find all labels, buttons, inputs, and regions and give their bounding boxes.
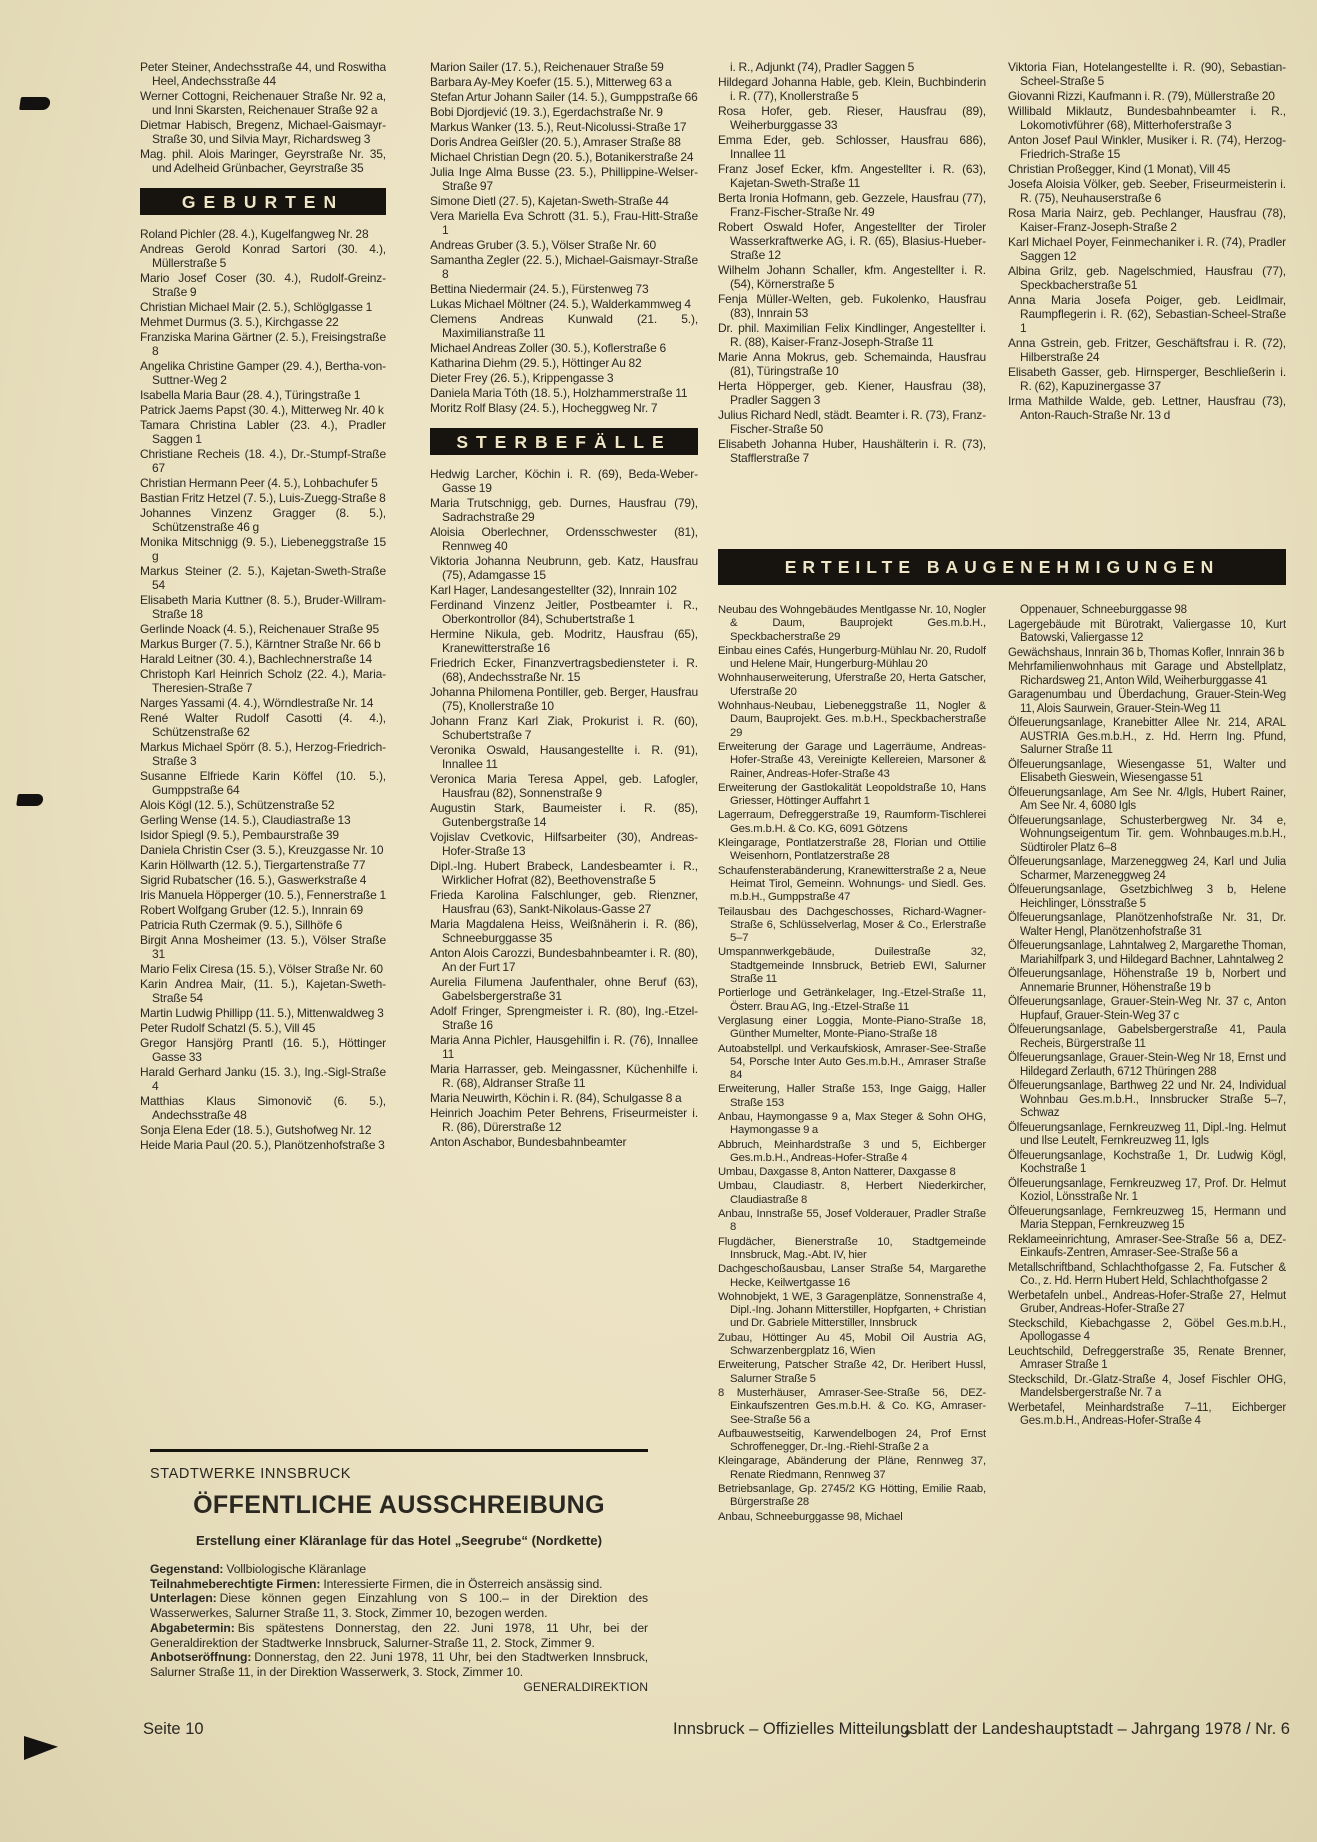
permit-entry: Portierloge und Getränkelager, Ing.-Etzel-Straße 11, Österr. Brau AG, Ing.-Etzel-Straße 11 <box>718 987 986 1013</box>
birth-entry: Clemens Andreas Kunwald (21. 5.), Maximilianstraße 11 <box>430 312 698 340</box>
birth-entry: Patrick Jaems Papst (30. 4.), Mitterweg Nr. 40 k <box>140 403 384 417</box>
tender-item <box>150 1562 648 1577</box>
permit-entry-continued: Oppenauer, Schneeburggasse 98 <box>1020 604 1187 616</box>
birth-entry: Roland Pichler (28. 4.), Kugelfangweg Nr. 28 <box>140 227 369 241</box>
birth-entry: Julia Inge Alma Busse (23. 5.), Phillippine-Welser-Straße 97 <box>430 165 698 193</box>
death-entry: Veronica Maria Teresa Appel, geb. Lafogler, Hausfrau (82), Sonnenstraße 9 <box>430 772 698 800</box>
birth-entry: Gerling Wense (14. 5.), Claudiastraße 13 <box>140 813 351 827</box>
death-entry: Emma Eder, geb. Schlosser, Hausfrau 686), Innallee 11 <box>718 133 986 161</box>
birth-entry: Sigrid Rubatscher (16. 5.), Gaswerkstraße 4 <box>140 873 367 887</box>
death-entry-continued: i. R., Adjunkt (74), Pradler Saggen 5 <box>730 60 915 74</box>
birth-entry: Christian Hermann Peer (4. 5.), Lohbachufer 5 <box>140 476 378 490</box>
death-entry: Viktoria Fian, Hotelangestellte i. R. (90), Sebastian-Scheel-Straße 5 <box>1008 60 1286 88</box>
tender-item-label: Gegenstand: <box>150 1562 224 1576</box>
section-header-sterbefaelle: STERBEFÄLLE <box>430 428 698 455</box>
permits-list-col3 <box>718 604 986 1524</box>
birth-entry: Karin Höllwarth (12. 5.), Tiergartenstraße 77 <box>140 858 366 872</box>
permit-entry: Wohnhaus-Neubau, Liebeneggstraße 11, Nogler & Daum, Bauprojekt. Ges. m.b.H., Speckbacherstraße 29 <box>718 700 986 739</box>
permit-entry: Anbau, Schneeburggasse 98, Michael <box>718 1510 903 1523</box>
scan-mark-middle-icon <box>16 794 44 806</box>
birth-entry: Vera Mariella Eva Schrott (31. 5.), Frau-Hitt-Straße 1 <box>430 209 698 237</box>
birth-entry: Monika Mitschnigg (9. 5.), Liebeneggstraße 15 g <box>140 535 386 563</box>
death-entry: Wilhelm Johann Schaller, kfm. Angestellter i. R. (54), Körnerstraße 5 <box>718 263 986 291</box>
permit-entry: Anbau, Innstraße 55, Josef Volderauer, Pradler Straße 8 <box>718 1208 986 1234</box>
permit-entry: 8 Musterhäuser, Amraser-See-Straße 56, DEZ-Einkaufszentren Ges.m.b.H. & Co. KG, Amraser-See-Straße 56 a <box>718 1386 986 1426</box>
permit-entry: Erweiterung, Haller Straße 153, Inge Gaigg, Haller Straße 153 <box>718 1083 986 1109</box>
tender-item-text: Vollbiologische Kläranlage <box>226 1562 367 1576</box>
permit-entry: Metallschriftband, Schlachthofgasse 2, Fa. Futscher & Co., z. Hd. Herrn Hubert Held, Schlachthofgasse 2 <box>1008 1261 1286 1287</box>
birth-entry: Barbara Ay-Mey Koefer (15. 5.), Mitterweg 63 a <box>430 75 672 89</box>
tender-subtitle: Erstellung einer Kläranlage für das Hotel „Seegrube“ (Nordkette) <box>196 1533 602 1548</box>
death-entry: Veronika Oswald, Hausangestellte i. R. (91), Innallee 11 <box>430 743 698 771</box>
deaths-list-col2 <box>430 467 698 1149</box>
death-entry: Anna Maria Josefa Poiger, geb. Leidlmair, Raumpflegerin i. R. (62), Sebastian-Scheel-Straße 1 <box>1008 293 1286 335</box>
permit-entry: Wohnobjekt, 1 WE, 3 Garagenplätze, Sonnenstraße 4, Dipl.-Ing. Johann Mitterstiller, Hopfgarten, + Christian und Dr. Gabriele Mitterstiller, Innsbruck <box>718 1290 986 1330</box>
birth-entry: Martin Ludwig Phillipp (11. 5.), Mittenwaldweg 3 <box>140 1006 384 1020</box>
births-list-col1 <box>140 227 386 1152</box>
birth-entry: Christian Michael Mair (2. 5.), Schlöglgasse 1 <box>140 300 373 314</box>
birth-entry: Christoph Karl Heinrich Scholz (22. 4.), Maria-Theresien-Straße 7 <box>140 667 386 695</box>
death-entry: Johann Franz Karl Ziak, Prokurist i. R. (60), Schubertstraße 7 <box>430 714 698 742</box>
permit-entry: Zubau, Höttinger Au 45, Mobil Oil Austria AG, Schwarzenbergplatz 16, Wien <box>718 1331 986 1358</box>
birth-entry: Andreas Gruber (3. 5.), Völser Straße Nr. 60 <box>430 238 657 252</box>
permit-entry: Steckschild, Dr.-Glatz-Straße 4, Josef Fischler OHG, Mandelsbergerstraße Nr. 7 a <box>1008 1373 1286 1399</box>
death-entry: Maria Trutschnigg, geb. Durnes, Hausfrau (79), Sadrachstraße 29 <box>430 496 698 524</box>
permit-entry: Ölfeuerungsanlage, Lahntalweg 2, Margarethe Thoman, Mariahilfpark 3, und Hildegard Bachner, Lahntalweg 2 <box>1008 940 1286 966</box>
marriage-entry: Mag. phil. Alois Maringer, Geyrstraße Nr. 35, und Adelheid Grünbacher, Geyrstraße 35 <box>140 147 386 175</box>
birth-entry: Gregor Hansjörg Prantl (16. 5.), Höttinger Gasse 33 <box>140 1036 386 1064</box>
tender-item <box>150 1621 648 1650</box>
birth-entry: Alois Kögl (12. 5.), Schützenstraße 52 <box>140 798 335 812</box>
death-entry: Anton Josef Paul Winkler, Musiker i. R. (74), Herzog-Friedrich-Straße 15 <box>1008 133 1286 161</box>
birth-entry: Harald Leitner (30. 4.), Bachlechnerstraße 14 <box>140 652 373 666</box>
death-entry: Karl Michael Poyer, Feinmechaniker i. R. (74), Pradler Saggen 12 <box>1008 235 1286 263</box>
birth-entry: Simone Dietl (27. 5), Kajetan-Sweth-Straße 44 <box>430 194 669 208</box>
death-entry: Julius Richard Nedl, städt. Beamter i. R. (73), Franz-Fischer-Straße 50 <box>718 408 986 436</box>
death-entry: Herta Höpperger, geb. Kiener, Hausfrau (38), Pradler Saggen 3 <box>718 379 986 407</box>
permit-entry: Ölfeuerungsanlage, Grauer-Stein-Weg Nr 18, Ernst und Hildegard Zerlauth, 6712 Thüringen 288 <box>1008 1052 1286 1078</box>
tender-item-text: Diese können gegen Einzahlung von S 100.– in der Direktion des Wasserwerkes, Salurner Straße 11, 3. Stock, Zimmer 10, bezogen werden. <box>150 1591 648 1621</box>
birth-entry: Doris Andrea Geißler (20. 5.), Amraser Straße 88 <box>430 135 681 149</box>
permit-entry: Reklameeinrichtung, Amraser-See-Straße 56 a, DEZ-Einkaufs-Zentren, Amraser-See-Straße 56 a <box>1008 1233 1286 1259</box>
permit-entry: Lagergebäude mit Bürotrakt, Valiergasse 10, Kurt Batowski, Valiergasse 12 <box>1008 618 1286 644</box>
death-entry: Heinrich Joachim Peter Behrens, Friseurmeister i. R. (86), Dürerstraße 12 <box>430 1106 698 1134</box>
birth-entry: Christiane Recheis (18. 4.), Dr.-Stumpf-Straße 67 <box>140 447 386 475</box>
column-1 <box>140 60 386 1153</box>
column-2 <box>430 60 698 1150</box>
scan-mark-top-icon <box>19 97 51 110</box>
permit-entry: Ölfeuerungsanlage, Planötzenhofstraße Nr. 31, Dr. Walter Hengl, Planötzenhofstraße 31 <box>1008 912 1286 938</box>
death-entry: Anton Alois Carozzi, Bundesbahnbeamter i. R. (80), An der Furt 17 <box>430 946 698 974</box>
permit-entry: Ölfeuerungsanlage, Fernkreuzweg 11, Dipl.-Ing. Helmut und Ilse Leutelt, Fernkreuzweg 11, Igls <box>1008 1121 1286 1147</box>
tender-item-label: Teilnahmeberechtigte Firmen: <box>150 1576 321 1591</box>
column-3-deaths <box>718 60 986 542</box>
birth-entry: Bettina Niedermair (24. 5.), Fürstenweg 73 <box>430 282 649 296</box>
section-divider-rule <box>150 1449 648 1452</box>
birth-entry: Isidor Spiegl (9. 5.), Pembaurstraße 39 <box>140 828 339 842</box>
birth-entry: Lukas Michael Möltner (24. 5.), Walderkammweg 4 <box>430 297 691 311</box>
death-entry: Berta Ironia Hofmann, geb. Gezzele, Hausfrau (77), Franz-Fischer-Straße Nr. 49 <box>718 191 986 219</box>
permit-entry: Ölfeuerungsanlage, Fernkreuzweg 17, Prof. Dr. Helmut Koziol, Lönsstraße Nr. 1 <box>1008 1177 1286 1203</box>
birth-entry: Mario Felix Ciresa (15. 5.), Völser Straße Nr. 60 <box>140 962 383 976</box>
marriage-entry: Peter Steiner, Andechsstraße 44, und Roswitha Heel, Andechsstraße 44 <box>140 60 386 88</box>
death-entry: Maria Harrasser, geb. Meingassner, Küchenhilfe i. R. (68), Aldranser Straße 11 <box>430 1062 698 1090</box>
death-entry: Johanna Philomena Pontiller, geb. Berger, Hausfrau (75), Knollerstraße 10 <box>430 685 698 713</box>
birth-entry: Bobi Djordjević (19. 3.), Egerdachstraße Nr. 9 <box>430 105 663 119</box>
death-entry: Anna Gstrein, geb. Fritzer, Geschäftsfrau i. R. (72), Hilberstraße 24 <box>1008 336 1286 364</box>
permit-entry: Autoabstellpl. und Verkaufskiosk, Amraser-See-Straße 54, Porsche Inter Auto Ges.m.b.H., Amraser Straße 84 <box>718 1042 986 1082</box>
permits-list-col4 <box>1008 619 1286 1429</box>
death-entry: Vojislav Cvetkovic, Hilfsarbeiter (30), Andreas-Hofer-Straße 13 <box>430 830 698 858</box>
permit-entry: Abbruch, Meinhardstraße 3 und 5, Eichberger Ges.m.b.H., Andreas-Hofer-Straße 4 <box>718 1138 986 1164</box>
death-entry: Augustin Stark, Baumeister i. R. (85), Gutenbergstraße 14 <box>430 801 698 829</box>
birth-entry: Samantha Zegler (22. 5.), Michael-Gaismayr-Straße 8 <box>430 253 698 281</box>
permit-entry: Ölfeuerungsanlage, Wiesengasse 51, Walter und Elisabeth Gieswein, Wiesengasse 51 <box>1008 758 1286 784</box>
death-entry: Karl Hager, Landesangestellter (32), Innrain 102 <box>430 583 677 597</box>
death-entry: Elisabeth Gasser, geb. Hirnsperger, Beschließerin i. R. (62), Kapuzinergasse 37 <box>1008 365 1286 393</box>
permit-entry: Neubau des Wohngebäudes Mentlgasse Nr. 10, Nogler & Daum, Bauprojekt Ges.m.b.H., Speckbacherstraße 29 <box>718 604 986 643</box>
birth-entry: Tamara Christina Labler (23. 4.), Pradler Saggen 1 <box>140 418 386 446</box>
birth-entry: Michael Andreas Zoller (30. 5.), Koflerstraße 6 <box>430 341 666 355</box>
permit-entry: Leuchtschild, Defreggerstraße 35, Renate Brenner, Amraser Straße 1 <box>1008 1345 1286 1371</box>
footer-page-number: Seite 10 <box>143 1720 204 1738</box>
birth-entry: Stefan Artur Johann Sailer (14. 5.), Gumppstraße 66 <box>430 90 698 104</box>
permit-entry: Umbau, Claudiastr. 8, Herbert Niederkircher, Claudiastraße 8 <box>718 1180 986 1206</box>
permit-entry: Umspannwerkgebäude, Duilestraße 32, Stadtgemeinde Innsbruck, Betrieb EWI, Salurner Straße 11 <box>718 946 986 986</box>
column-4-deaths <box>1008 60 1286 542</box>
permit-entry: Umbau, Daxgasse 8, Anton Natterer, Daxgasse 8 <box>718 1166 956 1179</box>
permit-entry: Ölfeuerungsanlage, Gabelsbergerstraße 41, Paula Recheis, Bürgerstraße 11 <box>1008 1024 1286 1050</box>
birth-entry: Patricia Ruth Czermak (9. 5.), Sillhöfe 6 <box>140 918 343 932</box>
birth-entry: Markus Wanker (13. 5.), Reut-Nicolussi-Straße 17 <box>430 120 687 134</box>
tender-item-text: Interessierte Firmen, die in Österreich ansässig sind. <box>323 1576 603 1591</box>
death-entry: Aloisia Oberlechner, Ordensschwester (81), Rennweg 40 <box>430 525 698 553</box>
birth-entry: Dieter Frey (26. 5.), Krippengasse 3 <box>430 371 614 385</box>
permit-entry: Ölfeuerungsanlage, Kranebitter Allee Nr. 214, ARAL AUSTRIA Ges.m.b.H., z. Hd. Herrn Ing. Pfund, Salurner Straße 11 <box>1008 717 1286 756</box>
death-entry: Fenja Müller-Welten, geb. Fukolenko, Hausfrau (83), Innrain 53 <box>718 292 986 320</box>
birth-entry: Iris Manuela Höpperger (10. 5.), Fennerstraße 1 <box>140 888 386 902</box>
permit-entry: Dachgeschoßausbau, Lanser Straße 54, Margarethe Hecke, Keilwertgasse 16 <box>718 1263 986 1289</box>
birth-entry: Sonja Elena Eder (18. 5.), Gutshofweg Nr. 12 <box>140 1123 372 1137</box>
marriage-entry: Dietmar Habisch, Bregenz, Michael-Gaismayr-Straße 30, und Silvia Mayr, Richardsweg 3 <box>140 118 386 146</box>
death-entry: Maria Anna Pichler, Hausgehilfin i. R. (76), Innallee 11 <box>430 1033 698 1061</box>
birth-entry: Gerlinde Noack (4. 5.), Reichenauer Straße 95 <box>140 622 379 636</box>
permit-entry: Ölfeuerungsanlage, Am See Nr. 4/Igls, Hubert Rainer, Am See Nr. 4, 6080 Igls <box>1008 786 1286 812</box>
birth-entry: Marion Sailer (17. 5.), Reichenauer Straße 59 <box>430 60 664 74</box>
permit-entry: Schaufensterabänderung, Kranewitterstraße 2 a, Neue Heimat Tirol, Gemeinn. Wohnungs- und Siedl. Ges. m.b.H., Gumppstraße 47 <box>718 864 986 904</box>
birth-entry: Johannes Vinzenz Gragger (8. 5.), Schützenstraße 46 g <box>140 506 386 534</box>
permit-entry: Verglasung einer Loggia, Monte-Piano-Straße 18, Günther Mumelter, Monte-Piano-Straße 18 <box>718 1014 986 1041</box>
death-entry: Giovanni Rizzi, Kaufmann i. R. (79), Müllerstraße 20 <box>1008 89 1275 103</box>
permit-entry: Wohnhauserweiterung, Uferstraße 20, Herta Gatscher, Uferstraße 20 <box>718 672 986 698</box>
section-header-baugenehmigungen: ERTEILTE BAUGENEHMIGUNGEN <box>718 549 1286 585</box>
page-footer <box>143 1720 1290 1739</box>
death-entry: Franz Josef Ecker, kfm. Angestellter i. R. (63), Kajetan-Sweth-Straße 11 <box>718 162 986 190</box>
birth-entry: Bastian Fritz Hetzel (7. 5.), Luis-Zuegg-Straße 8 <box>140 491 386 505</box>
tender-item-text: Donnerstag, den 22. Juni 1978, 11 Uhr, bei den Stadtwerken Innsbruck, Salurner Straße 11, in der Direktion Wasserwerk, 3. Stock, Zimmer 10. <box>150 1650 648 1679</box>
death-entry: Rosa Maria Nairz, geb. Pechlanger, Hausfrau (78), Kaiser-Franz-Joseph-Straße 2 <box>1008 206 1286 234</box>
death-entry: Viktoria Johanna Neubrunn, geb. Katz, Hausfrau (75), Adamgasse 15 <box>430 554 698 582</box>
death-entry: Maria Neuwirth, Köchin i. R. (84), Schulgasse 8 a <box>430 1091 682 1105</box>
permit-entry: Flugdächer, Bienerstraße 10, Stadtgemeinde Innsbruck, Mag.-Abt. IV, hier <box>718 1235 986 1261</box>
scan-mark-bottom-icon <box>24 1736 58 1760</box>
permit-entry: Ölfeuerungsanlage, Schusterbergweg Nr. 34 e, Wohnungseigentum Tir. gem. Wohnbauges.m.b.H., Südtiroler Platz 6–8 <box>1008 814 1286 854</box>
permit-entry: Ölfeuerungsanlage, Höhenstraße 19 b, Norbert und Annemarie Brunner, Höhenstraße 19 b <box>1008 968 1286 994</box>
permit-entry: Erweiterung der Garage und Lagerräume, Andreas-Hofer-Straße 43, Vereinigte Kellereien, Marsoner & Rainer, Andreas-Hofer-Straße 43 <box>718 740 986 780</box>
permit-entry: Ölfeuerungsanlage, Gsetzbichlweg 3 b, Helene Heichlinger, Lönsstraße 5 <box>1008 884 1286 910</box>
death-entry: Hedwig Larcher, Köchin i. R. (69), Beda-Weber-Gasse 19 <box>430 467 698 495</box>
birth-entry: Moritz Rolf Blasy (24. 5.), Hocheggweg Nr. 7 <box>430 401 658 415</box>
permit-entry: Betriebsanlage, Gp. 2745/2 KG Hötting, Emilie Raab, Bürgerstraße 28 <box>718 1483 986 1509</box>
column-4-permits <box>1008 604 1286 1716</box>
footer-masthead: Innsbruck – Offizielles Mitteilungsblatt der Landeshauptstadt – Jahrgang 1978 / Nr. 6 <box>673 1720 1290 1738</box>
deaths-list-col4 <box>1008 60 1286 422</box>
section-header-geburten: GEBURTEN <box>140 188 386 215</box>
tender-item <box>150 1591 648 1620</box>
birth-entry: Mehmet Durmus (3. 5.), Kirchgasse 22 <box>140 315 339 329</box>
death-entry: Willibald Miklautz, Bundesbahnbeamter i. R., Lokomotivführer (68), Mitterhoferstraße 3 <box>1008 104 1286 132</box>
death-entry: Anton Aschabor, Bundesbahnbeamter <box>430 1135 627 1149</box>
birth-entry: Narges Yassami (4. 4.), Wörndlestraße Nr. 14 <box>140 696 374 710</box>
death-entry: Ferdinand Vinzenz Jeitler, Postbeamter i. R., Oberkontrollor (84), Schubertstraße 1 <box>430 598 698 626</box>
births-list-col2 <box>430 60 698 415</box>
deaths-list-col3 <box>718 75 986 465</box>
death-entry: Marie Anna Mokrus, geb. Schemainda, Hausfrau (81), Türingstraße 10 <box>718 350 986 378</box>
birth-entry: Andreas Gerold Konrad Sartori (30. 4.), Müllerstraße 5 <box>140 242 386 270</box>
permit-entry: Gewächshaus, Innrain 36 b, Thomas Kofler, Innrain 36 b <box>1008 646 1285 659</box>
birth-entry: Peter Rudolf Schatzl (5. 5.), Vill 45 <box>140 1021 316 1035</box>
death-entry: Josefa Aloisia Völker, geb. Seeber, Friseurmeisterin i. R. (75), Neuhauserstraße 6 <box>1008 177 1286 205</box>
tender-item-text: Bis spätestens Donnerstag, den 22. Juni 1978, 11 Uhr, bei der Generaldirektion der Stadtwerke Innsbruck, Salurner-Straße 11, 2. Stock, Zimmer 9. <box>150 1620 648 1650</box>
birth-entry: Michael Christian Degn (20. 5.), Botanikerstraße 24 <box>430 150 694 164</box>
permit-entry: Lagerraum, Defreggerstraße 19, Raumform-Tischlerei Ges.m.b.H. & Co. KG, 6091 Götzens <box>718 809 986 835</box>
death-entry: Albina Grilz, geb. Nagelschmied, Hausfrau (77), Speckbacherstraße 51 <box>1008 264 1286 292</box>
death-entry: Dr. phil. Maximilian Felix Kindlinger, Angestellter i. R. (88), Kaiser-Franz-Joseph-Straße 11 <box>718 321 986 349</box>
permit-entry: Ölfeuerungsanlage, Fernkreuzweg 15, Hermann und Maria Steppan, Fernkreuzweg 15 <box>1008 1205 1286 1231</box>
tender-items <box>150 1562 648 1680</box>
death-entry: Maria Magdalena Heiss, Weißnäherin i. R. (86), Schneeburggasse 35 <box>430 917 698 945</box>
birth-entry: Matthias Klaus Simonovič (6. 5.), Andechsstraße 48 <box>140 1094 386 1122</box>
permit-entry: Kleingarage, Abänderung der Pläne, Rennweg 37, Renate Riedmann, Rennweg 37 <box>718 1455 986 1481</box>
birth-entry: Markus Burger (7. 5.), Kärntner Straße Nr. 66 b <box>140 637 381 651</box>
permit-entry: Einbau eines Cafés, Hungerburg-Mühlau Nr. 20, Rudolf und Helene Mair, Hungerburg-Mühlau 20 <box>718 644 986 671</box>
tender-item-label: Anbotseröffnung: <box>150 1650 252 1665</box>
permit-entry: Aufbauwestseitig, Karwendelbogen 24, Prof Ernst Schroffenegger, Dr.-Ing.-Riehl-Straße 2 a <box>718 1427 986 1454</box>
permit-entry: Ölfeuerungsanlage, Grauer-Stein-Weg Nr. 37 c, Anton Hupfauf, Grauer-Stein-Weg 37 c <box>1008 996 1286 1022</box>
birth-entry: Harald Gerhard Janku (15. 3.), Ing.-Sigl-Straße 4 <box>140 1065 386 1093</box>
birth-entry: Daniela Maria Tóth (18. 5.), Holzhammerstraße 11 <box>430 386 688 400</box>
tender-item-label: Abgabetermin: <box>150 1620 235 1635</box>
birth-entry: Elisabeth Maria Kuttner (8. 5.), Bruder-Willram-Straße 18 <box>140 593 386 621</box>
column-3-permits <box>718 604 986 1716</box>
death-entry: Aurelia Filumena Jaufenthaler, ohne Beruf (63), Gabelsbergerstraße 31 <box>430 975 698 1003</box>
death-entry: Irma Mathilde Walde, geb. Lettner, Hausfrau (73), Anton-Rauch-Straße Nr. 13 d <box>1008 394 1286 422</box>
birth-entry: Katharina Diehm (29. 5.), Höttinger Au 82 <box>430 356 642 370</box>
tender-title: ÖFFENTLICHE AUSSCHREIBUNG <box>193 1491 605 1519</box>
birth-entry: Susanne Elfriede Karin Köffel (10. 5.), Gumppstraße 64 <box>140 769 386 797</box>
tender-signature: GENERALDIREKTION <box>523 1679 648 1694</box>
death-entry: Hermine Nikula, geb. Modritz, Hausfrau (65), Kranewitterstraße 16 <box>430 627 698 655</box>
permit-entry: Werbetafeln unbel., Andreas-Hofer-Straße 27, Helmut Gruber, Andreas-Hofer-Straße 27 <box>1008 1289 1286 1315</box>
death-entry: Rosa Hofer, geb. Rieser, Hausfrau (89), Weiherburggasse 33 <box>718 104 986 132</box>
tender-section <box>150 1449 648 1694</box>
death-entry: Elisabeth Johanna Huber, Haushälterin i. R. (73), Stafflerstraße 7 <box>718 437 986 465</box>
birth-entry: Angelika Christine Gamper (29. 4.), Bertha-von-Suttner-Weg 2 <box>140 359 386 387</box>
birth-entry: Markus Steiner (2. 5.), Kajetan-Sweth-Straße 54 <box>140 564 386 592</box>
permit-entry: Ölfeuerungsanlage, Barthweg 22 und Nr. 24, Individual Wohnbau Ges.m.b.H., Innsbrucker Straße 5–7, Schwaz <box>1008 1080 1286 1119</box>
birth-entry: Karin Andrea Mair, (11. 5.), Kajetan-Sweth-Straße 54 <box>140 977 386 1005</box>
death-entry: Dipl.-Ing. Hubert Brabeck, Landesbeamter i. R., Wirklicher Hofrat (82), Beethovenstraße 5 <box>430 859 698 887</box>
birth-entry: Markus Michael Spörr (8. 5.), Herzog-Friedrich-Straße 3 <box>140 740 386 768</box>
permit-entry: Teilausbau des Dachgeschosses, Richard-Wagner-Straße 6, Schlüsselverlag, Moser & Co., Erlerstraße 5–7 <box>718 905 986 945</box>
death-entry: Hildegard Johanna Hable, geb. Klein, Buchbinderin i. R. (77), Knollerstraße 5 <box>718 75 986 103</box>
marriage-entry: Werner Cottogni, Reichenauer Straße Nr. 92 a, und Inni Skarsten, Reichenauer Straße 92 a <box>140 89 386 117</box>
birth-entry: Franziska Marina Gärtner (2. 5.), Freisingstraße 8 <box>140 330 386 358</box>
birth-entry: Isabella Maria Baur (28. 4.), Türingstraße 1 <box>140 388 361 402</box>
birth-entry: Mario Josef Coser (30. 4.), Rudolf-Greinz-Straße 9 <box>140 271 386 299</box>
birth-entry: Birgit Anna Mosheimer (13. 5.), Völser Straße 31 <box>140 933 386 961</box>
permit-entry: Werbetafel, Meinhardstraße 7–11, Eichberger Ges.m.b.H., Andreas-Hofer-Straße 4 <box>1008 1401 1286 1427</box>
permit-entry: Ölfeuerungsanlage, Kochstraße 1, Dr. Ludwig Kögl, Kochstraße 1 <box>1008 1149 1286 1175</box>
permit-entry: Anbau, Haymongasse 9 a, Max Steger & Sohn OHG, Haymongasse 9 a <box>718 1110 986 1137</box>
tender-item <box>150 1577 648 1592</box>
death-entry: Adolf Fringer, Sprengmeister i. R. (80), Ing.-Etzel-Straße 16 <box>430 1004 698 1032</box>
permit-entry: Erweiterung, Patscher Straße 42, Dr. Heribert Hussl, Salurner Straße 5 <box>718 1359 986 1385</box>
birth-entry: Daniela Christin Cser (3. 5.), Kreuzgasse Nr. 10 <box>140 843 384 857</box>
death-entry: Christian Proßegger, Kind (1 Monat), Vill 45 <box>1008 162 1231 176</box>
permit-entry: Steckschild, Kiebachgasse 2, Göbel Ges.m.b.H., Apollogasse 4 <box>1008 1317 1286 1343</box>
permit-entry: Ölfeuerungsanlage, Marzeneggweg 24, Karl und Julia Scharmer, Marzeneggweg 24 <box>1008 856 1286 882</box>
death-entry: Frieda Karolina Falschlunger, geb. Rienzner, Hausfrau (63), Sankt-Nikolaus-Gasse 27 <box>430 888 698 916</box>
birth-entry: Heide Maria Paul (20. 5.), Planötzenhofstraße 3 <box>140 1138 385 1152</box>
permit-entry: Erweiterung der Gastlokalität Leopoldstraße 10, Hans Griesser, Höttinger Auffahrt 1 <box>718 781 986 808</box>
tender-issuer: STADTWERKE INNSBRUCK <box>150 1466 352 1482</box>
permit-entry: Garagenumbau und Überdachung, Grauer-Stein-Weg 11, Alois Saurwein, Grauer-Stein-Weg 11 <box>1008 689 1286 715</box>
marriages-list <box>140 60 386 175</box>
birth-entry: Robert Wolfgang Gruber (12. 5.), Innrain 69 <box>140 903 364 917</box>
birth-entry: René Walter Rudolf Casotti (4. 4.), Schützenstraße 62 <box>140 711 386 739</box>
death-entry: Friedrich Ecker, Finanzvertragsbediensteter i. R. (68), Andechsstraße Nr. 15 <box>430 656 698 684</box>
permit-entry: Kleingarage, Pontlatzerstraße 28, Florian und Ottilie Weisenhorn, Pontlatzerstraße 28 <box>718 837 986 863</box>
permit-entry: Mehrfamilienwohnhaus mit Garage und Abstellplatz, Richardsweg 21, Anton Wild, Weiherburggasse 41 <box>1008 661 1286 687</box>
tender-item-label: Unterlagen: <box>150 1591 217 1606</box>
tender-item <box>150 1650 648 1679</box>
death-entry: Robert Oswald Hofer, Angestellter der Tiroler Wasserkraftwerke AG, i. R. (65), Blasius-Hueber-Straße 12 <box>718 220 986 262</box>
